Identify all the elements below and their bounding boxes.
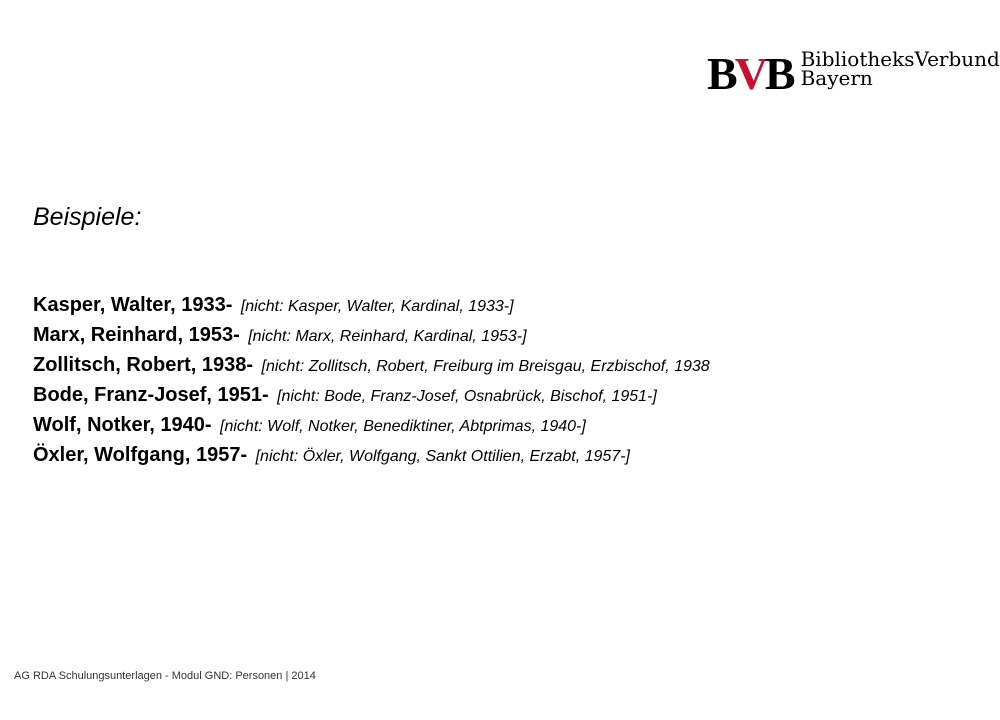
logo-letter-b2: B: [764, 48, 793, 99]
example-name: Wolf, Notker, 1940-: [33, 414, 212, 436]
example-item: [33, 410, 958, 440]
example-note: [nicht: Kasper, Walter, Kardinal, 1933-]: [240, 298, 514, 315]
example-name: Marx, Reinhard, 1953-: [33, 324, 240, 346]
example-item: [33, 350, 958, 380]
examples-list: [33, 290, 958, 470]
footer-text: AG RDA Schulungsunterlagen - Modul GND: Personen | 2014: [14, 670, 316, 682]
logo-letter-b: B: [707, 48, 735, 99]
logo-text-line2: Bayern: [800, 66, 873, 90]
section-heading: Beispiele:: [33, 203, 142, 231]
example-item: [33, 290, 958, 320]
example-name: Zollitsch, Robert, 1938-: [33, 354, 254, 376]
example-item: [33, 440, 958, 470]
bvb-logo: [707, 47, 1000, 99]
example-item: [33, 380, 958, 410]
logo-text: [800, 47, 1000, 94]
logo-letter-v: V: [734, 48, 765, 99]
example-note: [nicht: Zollitsch, Robert, Freiburg im Breisgau, Erzbischof, 1938: [261, 358, 710, 375]
example-name: Öxler, Wolfgang, 1957-: [33, 444, 248, 466]
logo-text-line1: BibliotheksVerbund: [800, 47, 1000, 71]
example-note: [nicht: Öxler, Wolfgang, Sankt Ottilien, Erzabt, 1957-]: [255, 448, 630, 465]
example-item: [33, 320, 958, 350]
example-note: [nicht: Marx, Reinhard, Kardinal, 1953-]: [248, 328, 527, 345]
example-note: [nicht: Wolf, Notker, Benediktiner, Abtprimas, 1940-]: [220, 418, 586, 435]
bvb-logo-mark: [707, 48, 793, 99]
example-note: [nicht: Bode, Franz-Josef, Osnabrück, Bischof, 1951-]: [277, 388, 657, 405]
example-name: Kasper, Walter, 1933-: [33, 294, 233, 316]
example-name: Bode, Franz-Josef, 1951-: [33, 384, 269, 406]
